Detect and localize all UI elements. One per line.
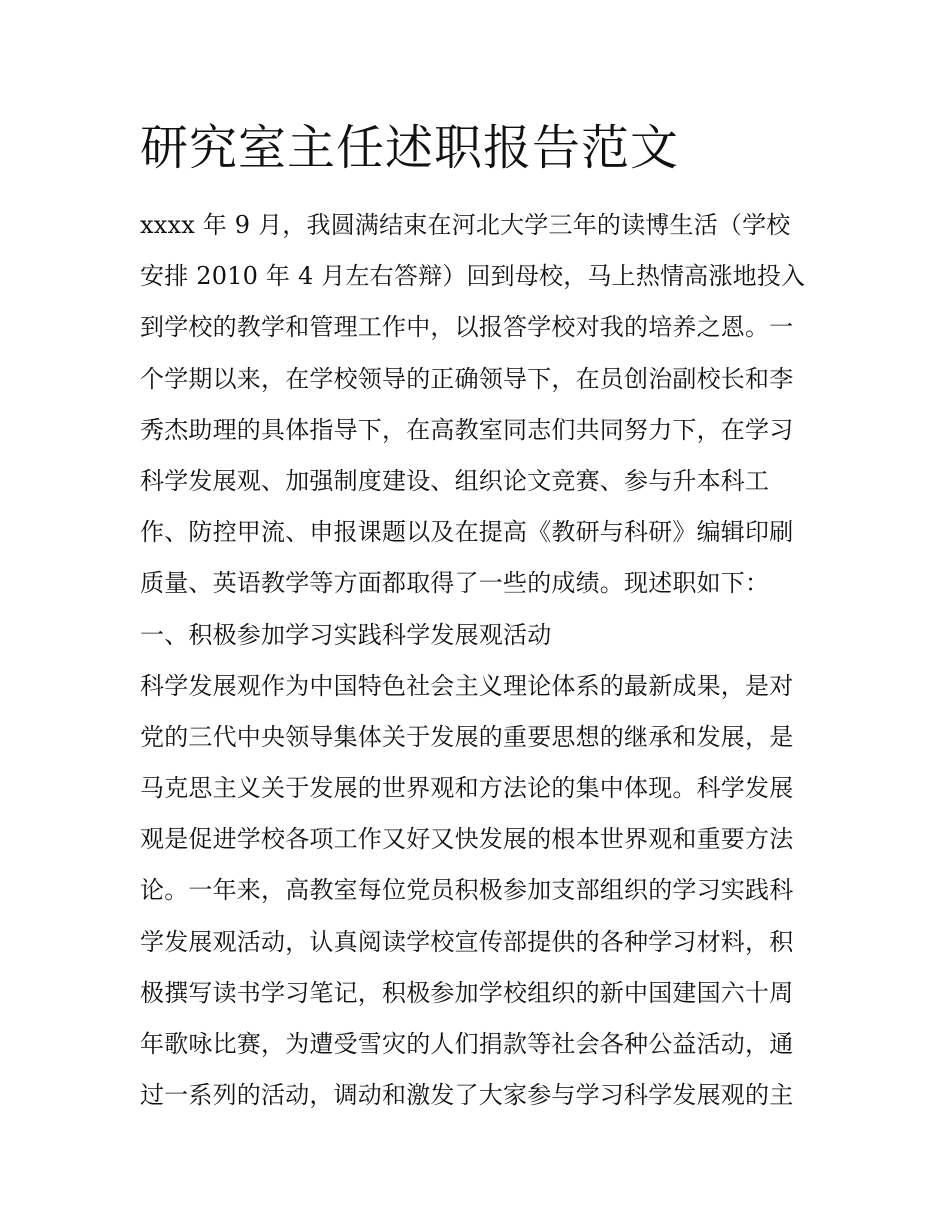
- paragraph-line: 学发展观活动，认真阅读学校宣传部提供的各种学习材料，积: [140, 927, 794, 956]
- paragraph-line: 科学发展观作为中国特色社会主义理论体系的最新成果，是对: [140, 671, 794, 700]
- paragraph-line: 科学发展观、加强制度建设、组织论文竞赛、参与升本科工: [140, 466, 770, 495]
- paragraph-line: xxxx 年 9 月，我圆满结束在河北大学三年的读博生活（学校: [140, 211, 791, 239]
- paragraph-line: 安排 2010 年 4 月左右答辩）回到母校，马上热情高涨地投入: [140, 262, 806, 291]
- paragraph-line: 年歌咏比赛，为遭受雪灾的人们捐款等社会各种公益活动，通: [140, 1030, 794, 1058]
- paragraph-line: 秀杰助理的具体指导下，在高教室同志们共同努力下，在学习: [140, 415, 794, 444]
- paragraph-line: 观是促进学校各项工作又好又快发展的根本世界观和重要方法: [140, 825, 794, 854]
- paragraph-line: 论。一年来，高教室每位党员积极参加支部组织的学习实践科: [140, 876, 794, 905]
- paragraph-line: 作、防控甲流、申报课题以及在提高《教研与科研》编辑印刷: [140, 518, 794, 547]
- paragraph-line: 马克思主义关于发展的世界观和方法论的集中体现。科学发展: [140, 774, 794, 803]
- document-body: [140, 200, 812, 1121]
- paragraph-line: 质量、英语教学等方面都取得了一些的成绩。现述职如下：: [140, 569, 770, 598]
- document-title: 研究室主任述职报告范文: [140, 120, 680, 176]
- paragraph-line: 党的三代中央领导集体关于发展的重要思想的继承和发展，是: [140, 722, 794, 751]
- section-heading: 一、积极参加学习实践科学发展观活动: [140, 620, 552, 649]
- paragraph-line: 极撰写读书学习笔记，积极参加学校组织的新中国建国六十周: [140, 978, 794, 1007]
- paragraph-line: 个学期以来，在学校领导的正确领导下，在员创治副校长和李: [140, 364, 794, 393]
- paragraph-line: 过一系列的活动，调动和激发了大家参与学习科学发展观的主: [140, 1081, 794, 1110]
- paragraph-line: 到学校的教学和管理工作中，以报答学校对我的培养之恩。一: [140, 313, 794, 342]
